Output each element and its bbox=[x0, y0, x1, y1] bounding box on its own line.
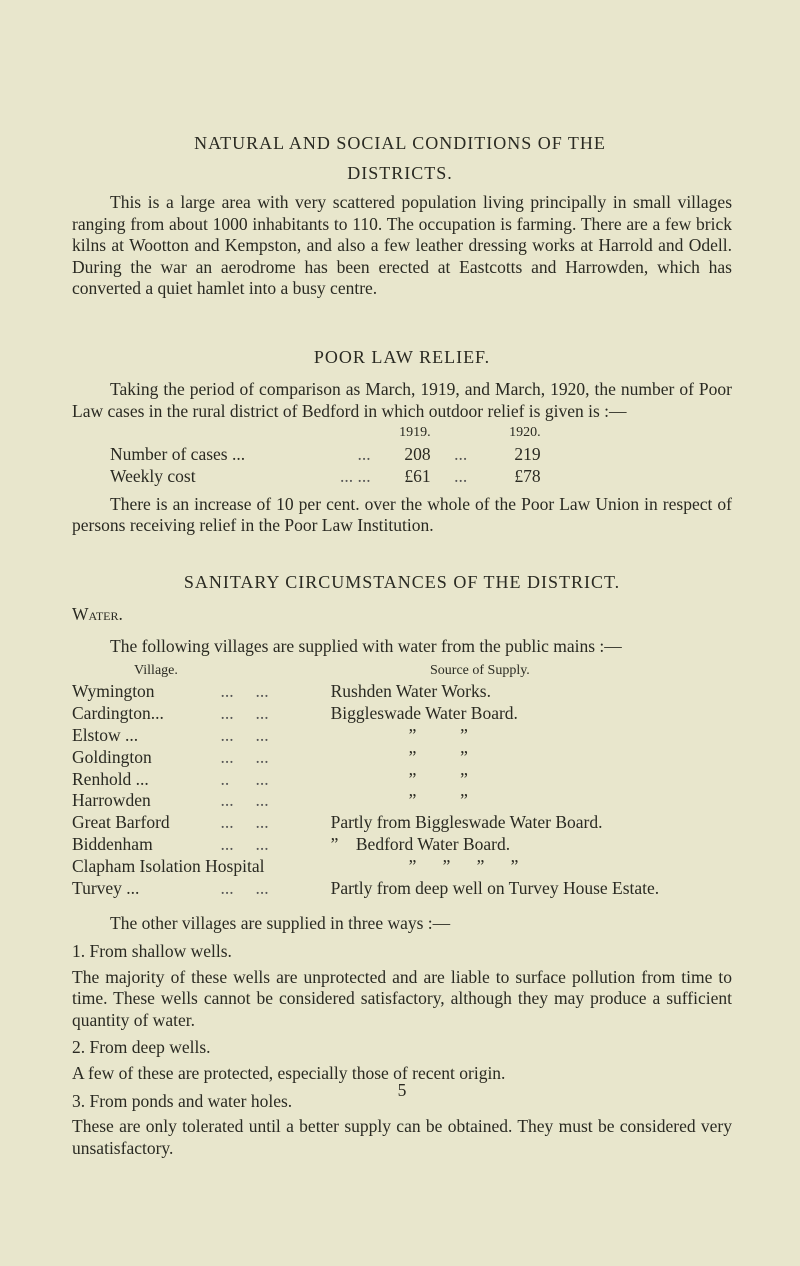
supply-way-item bbox=[72, 1037, 732, 1084]
water-paragraph: The following villages are supplied with water from the public mains :— bbox=[110, 636, 622, 656]
supply-way-item bbox=[72, 941, 732, 1031]
table-row bbox=[72, 812, 732, 834]
village-name: Wymington bbox=[72, 681, 155, 702]
supply-way-text: A few of these are protected, especially those of recent origin. bbox=[72, 1062, 506, 1083]
page-number: 5 bbox=[397, 1080, 407, 1100]
intro-paragraph: This is a large area with very scattered population living principally in small villages ranging from about 1000 inhabitants to 110. The occupation is farming. There are a few brick kilns at Wootton and Kempston, and also a few leather dressing works at Harrold and Odell. During the war an aerodrome has been erected at Eastcotts and Harrowden, which has converted a quiet hamlet into a busy centre. bbox=[72, 192, 732, 299]
leader-dots: ... ... bbox=[220, 703, 269, 724]
year-1920: 1920. bbox=[509, 425, 541, 441]
poor-law-section bbox=[72, 379, 732, 537]
poor-law-table bbox=[110, 422, 541, 487]
leader-dots: ... ... bbox=[340, 465, 371, 486]
village-name: Harrowden bbox=[72, 790, 151, 811]
table-row bbox=[110, 466, 541, 488]
value-1919: £61 bbox=[404, 465, 431, 486]
water-supply-table bbox=[72, 660, 530, 682]
water-subheading: Water. bbox=[72, 604, 123, 624]
other-villages-intro: The other villages are supplied in three ways :— bbox=[110, 913, 451, 934]
leader-dots: ... ... bbox=[220, 746, 269, 767]
leader-dots: ... ... bbox=[220, 877, 269, 898]
col-source: Source of Supply. bbox=[430, 662, 530, 678]
supply-way-title: 2. From deep wells. bbox=[72, 1037, 211, 1058]
supply-ways-list bbox=[72, 941, 732, 1159]
table-row bbox=[72, 747, 732, 769]
supply-source: ” ” bbox=[408, 768, 468, 789]
supply-source: ” Bedford Water Board. bbox=[330, 833, 511, 854]
village-name: Biddenham bbox=[72, 833, 153, 854]
row-label: Weekly cost bbox=[110, 465, 196, 486]
supply-source: Biggleswade Water Board. bbox=[330, 703, 518, 724]
supply-source: ” ” bbox=[408, 746, 468, 767]
table-row bbox=[72, 681, 732, 703]
value-1920: £78 bbox=[514, 465, 541, 486]
village-name: Goldington bbox=[72, 746, 152, 767]
table-row bbox=[72, 725, 732, 747]
table-row bbox=[72, 769, 732, 791]
village-name: Great Barford bbox=[72, 812, 170, 833]
supply-source: Partly from Biggleswade Water Board. bbox=[330, 812, 603, 833]
leader-dots: ... ... bbox=[220, 812, 269, 833]
village-name: Renhold ... bbox=[72, 768, 149, 789]
supply-source: Rushden Water Works. bbox=[330, 681, 491, 702]
table-row bbox=[72, 703, 732, 725]
village-name: Elstow ... bbox=[72, 724, 139, 745]
col-village: Village. bbox=[134, 662, 178, 678]
table-row bbox=[110, 444, 541, 466]
table-row bbox=[72, 878, 732, 900]
year-1919: 1919. bbox=[399, 425, 431, 441]
leader-dots: ... ... bbox=[220, 724, 269, 745]
supply-way-title: 3. From ponds and water holes. bbox=[72, 1090, 293, 1111]
table-row bbox=[72, 834, 732, 856]
leader-dots: ... bbox=[454, 465, 468, 486]
supply-source: ” ” bbox=[408, 790, 468, 811]
value-1919: 208 bbox=[404, 443, 431, 464]
supply-source: ” ” ” ” bbox=[408, 855, 519, 876]
leader-dots: ... ... bbox=[220, 681, 269, 702]
leader-dots: .. ... bbox=[220, 768, 269, 789]
poor-law-paragraph-2: There is an increase of 10 per cent. over the whole of the Poor Law Union in respect of persons receiving relief in the Poor Law Institution. bbox=[72, 493, 732, 536]
supply-source: ” ” bbox=[408, 724, 468, 745]
value-1920: 219 bbox=[514, 443, 541, 464]
supply-way-text: The majority of these wells are unprotected and are liable to surface pollution from time to time. These wells cannot be considered satisfactory, although they may produce a sufficient quantity of water. bbox=[72, 966, 732, 1030]
row-label: Number of cases ... bbox=[110, 443, 246, 464]
village-name: Turvey ... bbox=[72, 877, 140, 898]
poor-law-paragraph: Taking the period of comparison as March, 1919, and March, 1920, the number of Poor Law cases in the rural district of Bedford in which outdoor relief is given is :— bbox=[72, 379, 732, 421]
supply-source: Partly from deep well on Turvey House Estate. bbox=[330, 877, 660, 898]
table-row bbox=[72, 856, 732, 878]
supply-way-text: These are only tolerated until a better supply can be obtained. They must be considered very unsatisfactory. bbox=[72, 1116, 732, 1158]
leader-dots: ... bbox=[454, 443, 468, 464]
leader-dots: ... bbox=[357, 443, 371, 464]
sanitary-heading: SANITARY CIRCUMSTANCES OF THE DISTRICT. bbox=[183, 572, 621, 592]
leader-dots: ... ... bbox=[220, 833, 269, 854]
supply-way-title: 1. From shallow wells. bbox=[72, 940, 232, 961]
village-name: Clapham Isolation Hospital bbox=[72, 855, 265, 876]
water-rows bbox=[72, 681, 732, 899]
poor-law-heading: POOR LAW RELIEF. bbox=[313, 347, 491, 367]
leader-dots: ... ... bbox=[220, 790, 269, 811]
intro-section bbox=[72, 192, 732, 300]
village-name: Cardington... bbox=[72, 703, 164, 724]
table-row bbox=[72, 790, 732, 812]
page-title: NATURAL AND SOCIAL CONDITIONS OF THE DISTRICTS. bbox=[194, 133, 606, 183]
